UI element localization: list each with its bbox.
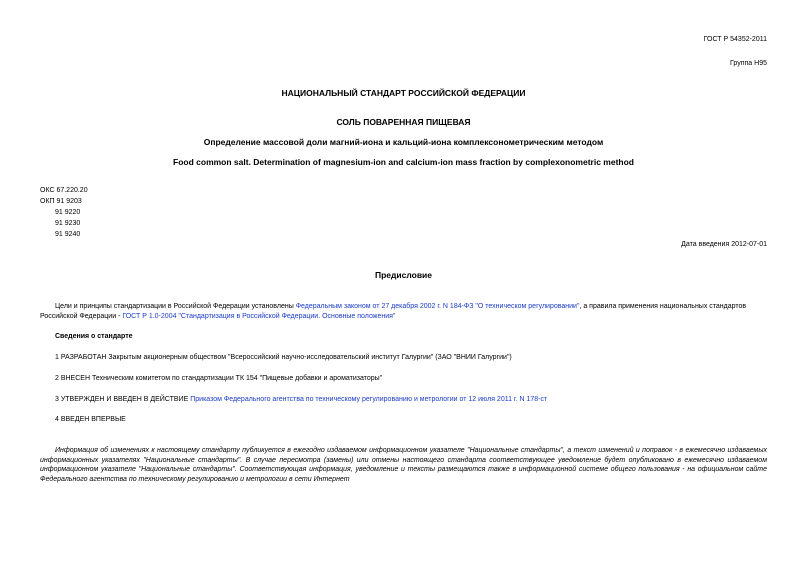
gost-link[interactable]: ГОСТ Р 1.0-2004 "Стандартизация в Российской Федерации. Основные положения" <box>122 312 396 320</box>
order-link[interactable]: Приказом Федерального агентства по техническому регулированию и метрологии от 12 июля 2011 г. N 178-ст <box>190 396 548 403</box>
info-item-first-introduced: 4 ВВЕДЕН ВПЕРВЫЕ <box>55 416 126 423</box>
document-number: ГОСТ Р 54352-2011 <box>703 36 767 43</box>
info-item-submitted: 2 ВНЕСЕН Техническим комитетом по стандартизации ТК 154 "Пищевые добавки и ароматизаторы" <box>55 375 383 382</box>
introduction-date: Дата введения 2012-07-01 <box>681 241 767 248</box>
preface-paragraph <box>40 302 767 321</box>
info-item-developed: 1 РАЗРАБОТАН Закрытым акционерным обществом "Всероссийский научно-исследовательский институт Галургии" (ЗАО "ВНИИ Галургии") <box>55 354 512 361</box>
group-code: Группа Н95 <box>730 60 767 67</box>
preface-text: Цели и принципы стандартизации в Российской Федерации установлены <box>55 303 296 310</box>
national-standard-title: НАЦИОНАЛЬНЫЙ СТАНДАРТ РОССИЙСКОЙ ФЕДЕРАЦИИ <box>281 88 526 98</box>
approved-text: 3 УТВЕРЖДЕН И ВВЕДЕН В ДЕЙСТВИЕ <box>55 396 191 403</box>
preface-text: , а правила применения национальных стандартов Российской Федерации - <box>40 303 747 320</box>
federal-law-link[interactable]: Федеральным законом от 27 декабря 2002 г. N 184-ФЗ "О техническом регулировании" <box>295 303 580 310</box>
okp-code: 91 9230 <box>55 220 81 227</box>
subtitle-russian: Определение массовой доли магний-иона и кальций-иона комплексонометрическим методом <box>203 137 604 147</box>
product-title: СОЛЬ ПОВАРЕННАЯ ПИЩЕВАЯ <box>336 117 471 127</box>
preface-heading: Предисловие <box>374 270 433 280</box>
info-notice-paragraph: Информация об изменениях к настоящему стандарту публикуется в ежегодно издаваемом информационном указателе "Национальные стандарты", а текст изменений и поправок - в ежемесячно издаваемых информационных указателях "Национальные стандарты". В случае пересмотра (замены) или отмены настоящего стандарта соответствующее уведомление будет опубликовано в ежемесячно издаваемом информационном указателе "Национальные стандарты". Соответствующая информация, уведомление и тексты размещаются также в информационной системе общего пользования - на официальном сайте Федерального агентства по техническому регулированию и метрологии в сети Интернет <box>40 447 767 483</box>
standard-info-heading: Сведения о стандарте <box>55 333 133 340</box>
okp-code: 91 9240 <box>55 231 81 238</box>
subtitle-english: Food common salt. Determination of magnesium-ion and calcium-ion mass fraction by complexonometric method <box>173 157 634 167</box>
okp-code: 91 9220 <box>55 209 81 216</box>
oks-code: ОКС 67.220.20 <box>40 187 88 194</box>
okp-code: ОКП 91 9203 <box>40 198 82 205</box>
info-item-approved <box>55 395 547 404</box>
